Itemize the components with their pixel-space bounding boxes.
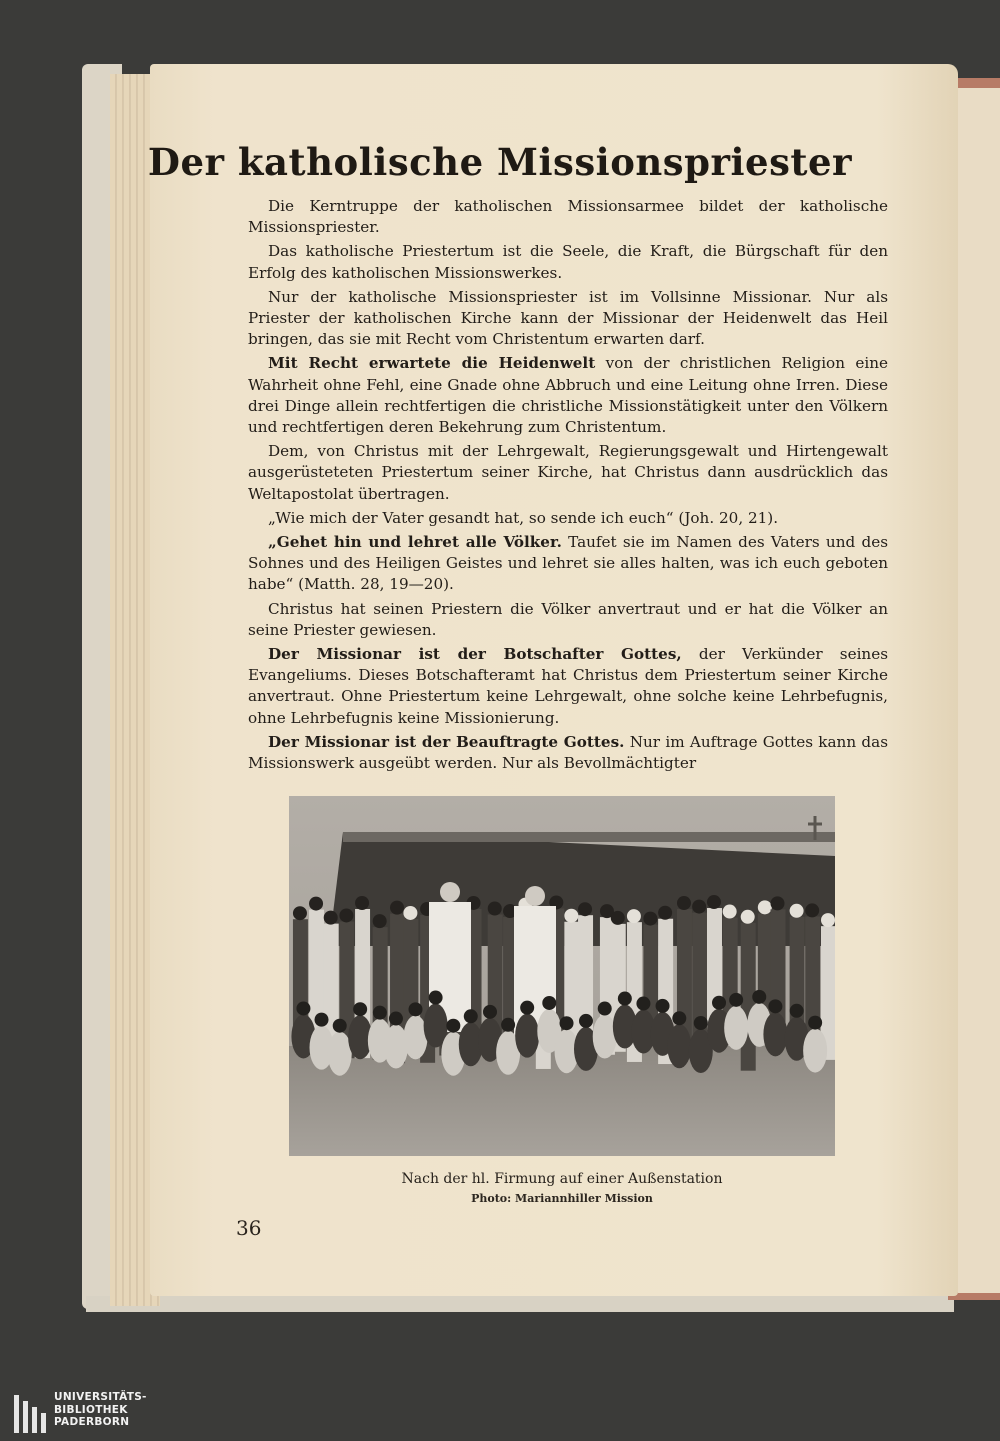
photo-figure-head [677,896,691,910]
photo-seated-head [790,1004,804,1018]
paragraph-text: von der christlichen Religion eine Wahrheit ohne Fehl, eine Gnade ohne Abbruch und eine Leitung ohne Irren. Diese drei Dinge allein rechtfertigen die christliche Missionstätigkeit unter den Völkern und rechtfertigen deren Bekehrung zum Christentum. [248,354,888,437]
body-paragraph [248,644,888,729]
photo-figure-head [758,900,772,914]
photo-seated-head [712,996,726,1010]
photo-seated-head [520,1001,534,1015]
photo-seated-figure [763,1012,787,1056]
photo-figure-head [741,910,755,924]
photo-figure-head [578,902,592,916]
library-logo-line: BIBLIOTHEK [54,1403,128,1416]
photo-figure-head [707,895,721,909]
photo-seated-head [446,1019,460,1033]
page-number: 36 [236,1216,262,1240]
photo-seated-head [729,993,743,1007]
photo-seated-head [598,1002,612,1016]
photo-seated-head [373,1006,387,1020]
photo-seated-head [333,1019,347,1033]
library-logo-line: UNIVERSITÄTS- [54,1391,147,1403]
paragraph-text: Taufet sie im Namen des Vaters und des Sohnes und des Heiligen Geistes und lehret sie alles halten, was ich euch geboten habe“ (Matth. 28, 19—20). [248,533,888,594]
photo-seated-head [656,999,670,1013]
photo-seated-head [389,1012,403,1026]
paragraph-text: Nur der katholische Missionspriester ist im Vollsinne Missionar. Nur als Priester der katholischen Kirche kann der Missionar der Heidenwelt das Heil bringen, das sie mit Recht vom Christentum erwarten darf. [248,287,888,349]
photo-seated-head [768,999,782,1013]
photo-seated-head [501,1018,515,1032]
photo-seated-head [560,1016,574,1030]
photo-figure-head [309,897,323,911]
photo-figure-head [564,909,578,923]
photo-seated-head [464,1009,478,1023]
photo-seated-head [636,997,650,1011]
photo-seated-head [808,1016,822,1030]
body-paragraph [248,287,888,351]
body-paragraph [248,441,888,505]
book-cover-bottom [86,1296,954,1312]
library-logo [8,1389,188,1435]
paragraph-text: Nur im Auftrage Gottes kann das Missionswerk ausgeübt werden. Nur als Bevollmächtigter [248,732,888,773]
photo-figure-head [723,905,737,919]
photo-figure-head [627,909,641,923]
photo-figure-head [355,896,369,910]
photo-seated-head [579,1014,593,1028]
photo-figure-head [293,906,307,920]
library-logo-line: PADERBORN [54,1416,130,1428]
photo-figure-head [770,896,784,910]
body-paragraph [248,241,888,283]
paragraph-text: Die Kerntruppe der katholischen Missionsarmee bildet der katholische Missionspriester. [248,197,888,237]
body-paragraph [248,732,888,774]
photo-figure-head [805,903,819,917]
photo-figure-head [339,908,353,922]
photo-credit: Photo: Mariannhiller Mission [471,1192,653,1205]
paragraph-lead: Der Missionar ist der Beauftragte Gottes. [268,732,625,751]
photo-figure-head [790,904,804,918]
photo-seated-head [694,1016,708,1030]
body-paragraph [248,532,888,596]
photo-seated-figure [593,1015,617,1059]
photo-figure-head [390,901,404,915]
library-logo-text [54,1391,147,1429]
photo-seated-head [618,992,632,1006]
photo-figure-head [324,911,338,925]
photo-seated-figure [328,1032,352,1076]
body-paragraph [248,353,888,438]
photo-seated-head [409,1002,423,1016]
photo-seated-figure [724,1006,748,1050]
page-title: Der katholische Missionspriester [147,140,853,184]
paragraph-text: Dem, von Christus mit der Lehrgewalt, Regierungsgewalt und Hirtengewalt ausgerüsteteten Priestertum seiner Kirche, hat Christus dann ausdrücklich das Weltapostolat übertragen. [248,442,888,503]
body-paragraph [248,599,888,641]
photo-seated-head [542,996,556,1010]
body-paragraph [248,508,888,529]
photo-seated-head [752,990,766,1004]
group-photo-image [289,796,835,1156]
photo-figure-head [658,906,672,920]
photo-seated-head [672,1011,686,1025]
paragraph-text: der Verkünder seines Evangeliums. Dieses Botschafteramt hat Christus dem Priestertum seiner Kirche anvertraut. Ohne Priestertum keine Lehrgewalt, ohne solche keine Lehrbefugnis, ohne Lehrbefugnis keine Missionierung. [248,645,888,727]
body-paragraph [248,196,888,238]
photo-seated-head [429,991,443,1005]
photo-figure-head [643,912,657,926]
paragraph-lead: Der Missionar ist der Botschafter Gottes, [268,645,682,664]
photo-seated-head [315,1013,329,1027]
photo-figure-head [611,911,625,925]
photo-figure-head [488,901,502,915]
photo-seated-figure [803,1029,827,1073]
paragraph-lead: Mit Recht erwartete die Heidenwelt [268,354,596,373]
photo-seated-head [296,1001,310,1015]
photo-priest-head [440,882,460,902]
photo-seated-head [483,1005,497,1019]
paragraph-lead: „Gehet hin und lehret alle Völker. [268,533,562,552]
mission-photo [289,796,835,1156]
library-logo-icon [12,1391,48,1435]
paragraph-text: Christus hat seinen Priestern die Völker anvertraut und er hat die Völker an seine Priester gewiesen. [248,599,888,639]
photo-seated-head [353,1002,367,1016]
photo-seated-figure [515,1014,539,1058]
paragraph-text: „Wie mich der Vater gesandt hat, so sende ich euch“ (Joh. 20, 21). [268,508,779,527]
photo-seated-figure [667,1024,691,1068]
photo-figure-head [403,906,417,920]
article-body [248,196,888,777]
right-page-inner [958,88,1000,1293]
photo-figure-head [821,913,835,927]
photo-priest-head [525,886,545,906]
photo-caption: Nach der hl. Firmung auf einer Außenstation [401,1171,723,1187]
paragraph-text: Das katholische Priestertum ist die Seele, die Kraft, die Bürgschaft für den Erfolg des katholischen Missionswerkes. [248,242,888,282]
photo-figure-head [692,900,706,914]
photo-figure-head [373,914,387,928]
